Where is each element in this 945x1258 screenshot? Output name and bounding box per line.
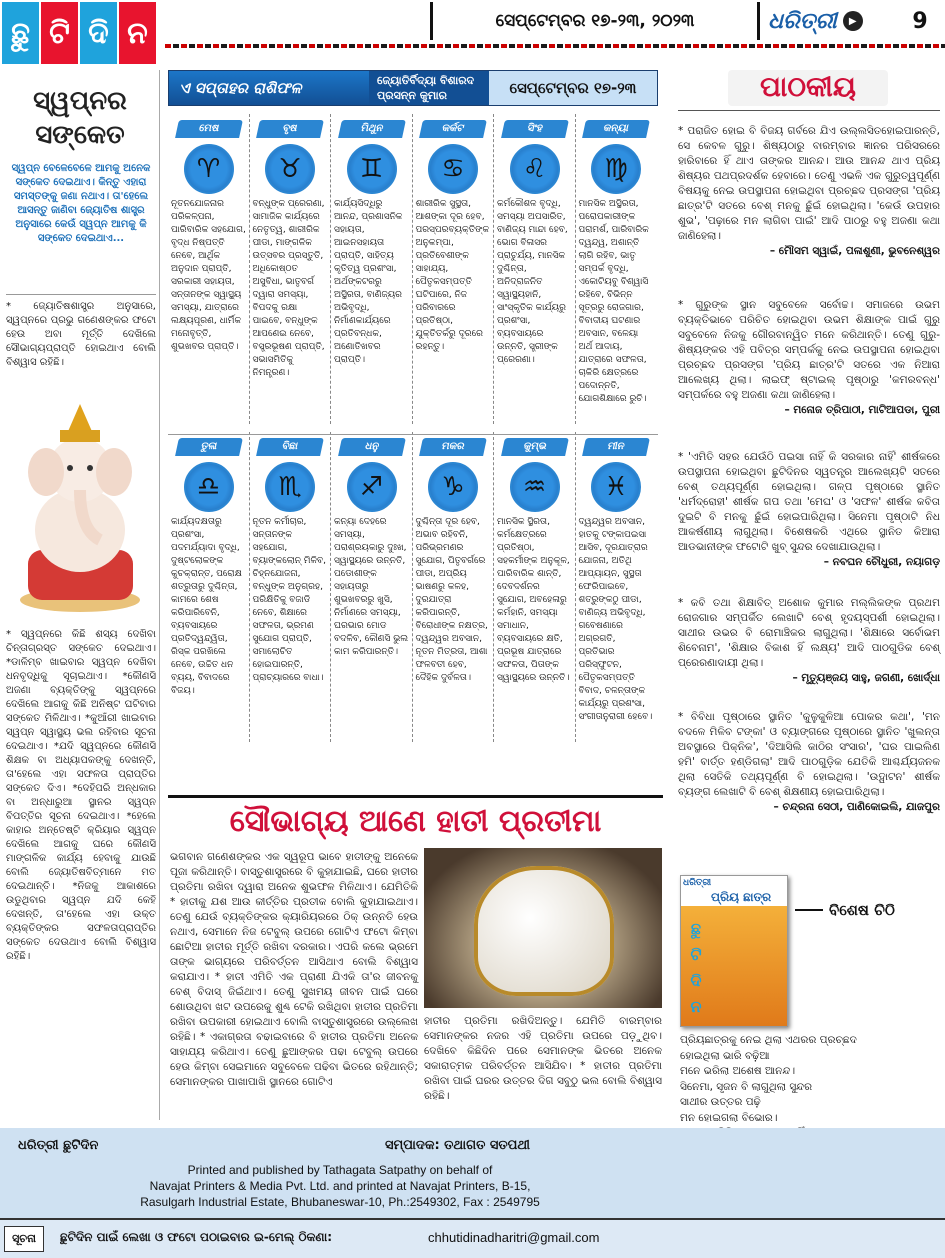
zodiac-forecast: କାର୍ଯ୍ୟଦକ୍ଷତାରୁ ପ୍ରଶଂସା, ପଦମର୍ଯ୍ୟାଦା ବୃଦ୍ଧି, ଦୁଷ୍ଟଲୋକଙ୍କ କୁଚକ୍ରାନ୍ତ, ପରୋକ୍ଷ ଶତ୍ରୁତାରୁ ଦୁଶ୍ଚିନ୍ତା, କାମରେ ଶେଷ କରିପାରିବେନି, ବ୍ୟବସାୟରେ ପ୍ରତିଦ୍ୱନ୍ଦ୍ୱିତା, ରିସ୍କ ପରଖିଲେ ନେବେ, ଉଚ୍ଚିତ ଧନ ବ୍ୟୟ, ବିବାଦରେ ବିଜୟ। xyxy=(171,517,242,696)
rashifal-header xyxy=(168,70,658,117)
header-stripe xyxy=(165,44,945,48)
masthead-letter: ଦି xyxy=(80,2,117,64)
poem-line: ହୋଇଥିଲା ଭାରି ବଢ଼ିଆ xyxy=(680,1049,770,1062)
zodiac-name: ମେଷ xyxy=(175,120,243,138)
zodiac-name: ବୃଷ xyxy=(256,120,324,138)
letter-author: – ନବଘନ ଚୌଧୁରୀ, ନୟାଗଡ଼ xyxy=(823,556,940,568)
zodiac-12 xyxy=(576,438,657,724)
magazine-brand: ଧରିତ୍ରୀ xyxy=(683,878,712,888)
article-body-right: ହାତୀର ପ୍ରତିମା ରଖିଦିଅନ୍ତୁ। ଯେମିତି ବାରମ୍ବାର ସେମାନଙ୍କର ନଜର ଏହି ପ୍ରତିମା ଉପରେ ପଡ଼ୁଥିବ। ଦେଖିବେ କିଛିଦିନ ପରେ ସେମାନଙ୍କ ଭିତରେ ଅନେକ ସକାରାତ୍ମକ ପରିବର୍ତ୍ତନ ଆସିଯିବ। * ହାତୀର ପ୍ରତିମା ରଖିବା ପାଇଁ ଘରର ଉତ୍ତର ଦିଗ ସବୁଠୁ ଭଲ ବୋଲି ବିଶ୍ୱାସ ରହିଛି। xyxy=(424,1015,662,1102)
imprint-line: Printed and published by Tathagata Satpathy on behalf of xyxy=(187,1163,493,1177)
brand-logo xyxy=(768,2,878,40)
letter-text: * 'ଏମିତି ସହର ଯେଉଁଠି ପଇସା ନାହିଁ କି ସରକାର ନାହିଁ' ଶୀର୍ଷକରେ ଉପସ୍ଥାପନା ହୋଇଥିବା ଛୁଟିଦିନର ସ୍ୱତନ୍ତ୍ର ଆଲେଖ୍ୟଟି ସତରେ ବେଶ୍ ତଥ୍ୟପୂର୍ଣ୍ଣ ହୋଇଥିଲା। ଗଳ୍ପ ପୃଷ୍ଠାରେ ସ୍ଥାନିତ 'ଧର୍ମଦ୍ରୋହୀ' ଶୀର୍ଷକ ଗପ ତଥା 'ମେଘ' ଓ 'ସଫଳ' ଶୀର୍ଷକ କବିତା ଦୁଇଟି ବି ମନକୁ ଛୁଁଇଁ ହୋଇପାରିଥିଲା। ସିନେମା ପୃଷ୍ଠାଟି ନିଧ ଆକର୍ଷଣୀୟ ଲାଗୁଥିଲା। ବିଶେଷକରି ଏଥିରେ ସ୍ଥାନିତ କିଆରା ଆଡଭାନୀଙ୍କ ଫଟୋଟି ଖୁବ୍ ସୁନ୍ଦର ଦେଖାଯାଉଥିଲା। xyxy=(678,451,940,553)
divider xyxy=(575,114,576,424)
divider xyxy=(493,432,494,742)
zodiac-forecast: ଦ୍ୱନ୍ଦ୍ୱର ଅବସାନ, ହାତକୁ ଟଙ୍କାପଇସା ଆସିବ, ଦୂରଯାତ୍ରାର ଯୋଜନା, ଅତିଥି ଆପ୍ୟାୟନ, ସୁସ୍ଥତା ଫେରିପାଇବେ, ଶତ୍ରୁଙ୍କଠୁ ପୀଡା, ବାଣିଜ୍ୟ ଅଭିବୃଦ୍ଧି, ଗବେଷଣାରେ ଅଗ୍ରଗତି, ପ୍ରତିଭାର ପରିସ୍ଫୁଟନ, ପୈତୃକସମ୍ପତ୍ତି ବିବାଦ, ଚଳନ୍ତାଙ୍କ କାର୍ଯ୍ୟରୁ ପ୍ରଶଂସା, ସଂଗୀତାନୁରାଗୀ ହେବେ। xyxy=(578,517,653,722)
poem-line: ମନେ ଭରିଲା ଅଶେଷ ଆନନ୍ଦ। xyxy=(680,1065,796,1077)
letter-author: – ମୃତ୍ୟୁଞ୍ଜୟ ସାହୁ, ଜଗଣୀ, ଖୋର୍ଦ୍ଧା xyxy=(792,672,940,684)
letter-text: * କବି ତଥା ଶିକ୍ଷାବିତ୍ ଅଶୋକ କୁମାର ମଲ୍ଲିକଙ୍କ ପ୍ରଥମ ରୋଜଗାର ସମ୍ପର୍କିତ ଲେଖାଟି ବେଶ୍ ହୃଦୟସ୍ପର୍ଶୀ ହୋଇଥିଲା। ସାଥୀର ଉଭର ବି ରୋମାଞ୍ଚିକର ଲାଗୁଥିଲା। 'ଶିକ୍ଷାରେ ସର୍ବୋଭମ ଶିବେନାମ', 'ଶିକ୍ଷାର ବିକାଶ ହିଁ ଲକ୍ଷ୍ୟ' ଆଦି ପାଠଗୁଡିକ ବେଶ୍ ପ୍ରେରଣାଦାୟୀ ଥିଲା। xyxy=(678,597,940,669)
zodiac-forecast: ନୂତନଯୋଜନାର ପରିକଳ୍ପନା, ପାରିବାରିକ ସହଯୋଗ, ବୃଦ୍ଧ ନିଷ୍ପତ୍ତି ନେବେ, ଆର୍ଥିକ ଅନୁଦାନ ପ୍ରାପ୍ତି, ସରକାରୀ ସହାୟତା, ସନ୍ତାନଙ୍କ ସ୍ୱାସ୍ଥ୍ୟ ସମସ୍ୟା, ଯାତ୍ରାରେ ଲକ୍ଷ୍ୟପୂରଣ, ଧାର୍ମିକ ମନୋବୃତ୍ତି, ଶୁଭଖବର ପ୍ରାପ୍ତି। xyxy=(171,199,246,352)
letter-text: * ଗୁରୁଙ୍କ ସ୍ଥାନ ସବୁବେଳେ ସର୍ବୋଚ୍ଚ। ସମାଜରେ ଉଭମ ବ୍ୟକ୍ତିଭାବେ ପରିଚିତ ହୋଇଥିବା ଉଭମ ଶିକ୍ଷାଙ୍କ ପାଇଁ ଗୁରୁ ସବୁବେଳେ ନିଜକୁ ଗୌରବାନ୍ୱିତ ମନେ କରିଥାନ୍ତି। ତେଣୁ ଗୁରୁ-ଶିଷ୍ୟଙ୍କର ଏହି ପବିତ୍ର ସମ୍ପର୍କକୁ ନେଇ ଉପସ୍ଥାପନା ହୋଇଥିବା ପ୍ରଚ୍ଛଦ ପ୍ରସଙ୍ଗ 'ପ୍ରିୟ ଛାତ୍ର'ଟି ସତରେ ଏକ ନିଆରା ଆଲେଖ୍ୟ ଥିଲା। ଲାଇଫ୍ ଷ୍ଟାଇଲ୍ ପୃଷ୍ଠାରୁ 'କମରବନ୍ଧ' ସମ୍ପର୍କରେ ବହୁ ଅଜଣା କଥା ଜାଣିହେଲା। xyxy=(678,299,940,401)
masthead-letter: ଛୁ xyxy=(2,2,39,64)
poem-line: ପ୍ରିୟଛାତ୍ରକୁ ନେଇ ଥିଲା ଏଥରର ପ୍ରଚ୍ଛଦ xyxy=(680,1034,857,1046)
letter-author: – ଚନ୍ଦ୍ରନା ସେଠୀ, ପାଣିକୋଇଲି, ଯାଜପୁର xyxy=(773,801,940,813)
rashifal-section xyxy=(168,70,658,770)
reader-letter xyxy=(678,124,940,259)
zodiac-5 xyxy=(494,120,575,367)
dream-column xyxy=(0,70,160,1120)
zodiac-icon: ♋ xyxy=(428,144,478,194)
zodiac-icon: ♍ xyxy=(591,144,641,194)
zodiac-7 xyxy=(168,438,249,698)
zodiac-name: ସିଂହ xyxy=(501,120,569,138)
notice-text: ଛୁଟିଦିନ ପାଇଁ ଲେଖା ଓ ଫଟୋ ପଠାଇବାର ଇ-ମେଲ୍ ଠିକଣା: xyxy=(60,1230,332,1244)
zodiac-10 xyxy=(413,438,494,685)
divider xyxy=(678,110,940,111)
zodiac-name: କର୍କଟ xyxy=(419,120,487,138)
zodiac-forecast: କାର୍ଯ୍ୟସିଦ୍ଧିରୁ ଆନନ୍ଦ, ପ୍ରଶାସନିକ ସହାୟତା, ଆଇନସହାୟତା ପ୍ରାପ୍ତି, ସାହିତ୍ୟ କୃତିତ୍ୱ ପ୍ରଶଂସା, ଅର୍ଥଙ୍କଟରରୁ ଅସ୍ଥିରତା, ବାଣିଜ୍ୟର ଅଭିବୃଦ୍ଧି, ନିର୍ମାଣକାର୍ଯ୍ୟରେ ପ୍ରତିବନ୍ଧକ, ଅଣୋତିଖବର ପ୍ରାପ୍ତି। xyxy=(334,199,403,365)
zodiac-icon: ♎ xyxy=(184,462,234,512)
poem-line: ସାଥୀର ଉତ୍ତର ପଢ଼ି xyxy=(680,1096,761,1108)
divider xyxy=(412,432,413,742)
letter-text: * ପରାଜିତ ହୋଇ ବି ବିଜୟ ଗର୍ବରେ ଯିଏ ଉଲ୍ଲସିତହୋଇପାରନ୍ତି, ସେ କେବଳ ଗୁରୁ। ଶିଷ୍ୟଠାରୁ ବାରମ୍ବାର ଜ୍ଞାନର ପରିସରରେ ହାରିବାରେ ହିଁ ଥାଏ ତାଙ୍କର ଆନନ୍ଦ। ଆଉ ଆନନ୍ଦ ଥାଏ ପ୍ରିୟ ଶିଷ୍ୟର ପଥପ୍ରଦର୍ଶକ ହେବାରେ। ତେଣୁ ଏଭଳି ଏକ ଗୁରୁତ୍ୱପୂର୍ଣ୍ଣ ବିଷୟକୁ ନେଇ ଉପସ୍ଥାପନା ହୋଇଥିବା ପ୍ରଚ୍ଛଦ ପ୍ରସଙ୍ଗ 'ପ୍ରିୟ ଛାତ୍ର'ଟି ସତରେ ବେଶ୍ ମନକୁ ଛୁଁଇଁ ହୋଇଥିଲା। 'କେଉଁ ଉପହାର ଶୁଭ', 'ପଢ଼ାରେ ମନ ଲାଗିବା ପାଇଁ' ଆଦି ପାଠରୁ ବହୁ ଅଜଣା କଥା ଜାଣିହେଲା। xyxy=(678,125,940,242)
zodiac-1 xyxy=(168,120,249,354)
magazine-masthead xyxy=(685,916,707,1020)
zodiac-forecast: ମାନସିକ ଅସ୍ଥିରତା, ପରୋପକାରୀଙ୍କ ପରାମର୍ଶ, ପାରିବାରିକ ଦ୍ୱନ୍ଦ୍ୱ, ଅଶାନ୍ତି ଲାଗି ରହିବ, ଭାତୃ ସମ୍ପର୍କ ବୃଦ୍ଧି, ଏକୋଟିୟବୁ ବିଶ୍ୱାସି ରହିବେ, ବିଭିନ୍ନ ସୂତ୍ରରୁ ରୋଜଗାର, ବିବାଦୀୟ ଘଟଣାର ଅବସାନ, ବଳେୟା ଅର୍ଥ ଆଦାୟ, ଯାତ୍ରାରେ ସଫଳତା, ଚାକିରି କ୍ଷେତ୍ରରେ ପଦୋନ୍ନତି, ଯୋଗଶିକ୍ଷାରେ ରୁଚି। xyxy=(578,199,649,404)
pathakiya-title: ପାଠକୀୟ xyxy=(728,70,888,106)
divider xyxy=(330,114,331,424)
rashifal-title: ଏ ସପ୍ତାହର ରାଶିଫଳ xyxy=(169,71,369,105)
zodiac-icon: ♌ xyxy=(510,144,560,194)
letter-text: * ବିବିଧା ପୃଷ୍ଠାରେ ସ୍ଥାନିତ 'କୁଳୁକୁଳିଆ ପୋକର କଥା', 'ମନ ବଦଳେ ମିଳିବ ଟଙ୍କା' ଓ ବ୍ୟାଙ୍ଗରେ ପୃଷ୍ଠାରେ ସ୍ଥାନିତ 'ଖୁଲନ୍ତା ଅବସ୍ଥାରେ ପିକ୍ନିକ', 'ଦିଆସିଲି କାଠିର ସଂସାର', 'ଘର ପାଇଲିଣ ହମି' ବାର୍ତ୍ତ ହଣ୍ଡିଗଲା' ଆଦି ପାଠଗୁଡ଼ିକ ଯେତିକି ଆଶ୍ଚର୍ଯ୍ୟଜନକ ଥିଲା ସେତିକି ତଥ୍ୟପୂର୍ଣ୍ଣ ବି ହୋଇଥିଲା। 'ଉଦ୍ଘାଟନ' ଶୀର୍ଷକ ବ୍ୟଙ୍ଗ ଲେଖାଟି ବି ବେଶ୍ ଶିକ୍ଷଣୀୟ ହୋଇପାରିଥିଲା। xyxy=(678,711,940,798)
divider xyxy=(168,434,658,435)
astrologer-name: ଜ୍ୟୋତିର୍ବିଦ୍ୟା ବିଶାରଦ ପ୍ରସନ୍ନ କୁମାର ମହାପାତ୍ର xyxy=(369,71,489,105)
dream-title: ସ୍ୱପ୍ନର ସଙ୍କେତ xyxy=(33,86,127,150)
divider xyxy=(575,432,576,742)
footer-imprint xyxy=(0,1162,680,1210)
reader-letter xyxy=(678,710,940,815)
imprint-line: Navajat Printers & Media Pvt. Ltd. and printed at Navajat Printers, B-15, xyxy=(149,1179,531,1193)
zodiac-11 xyxy=(494,438,575,685)
divider xyxy=(412,114,413,424)
divider xyxy=(493,114,494,424)
rashifal-date: ସେପ୍ଟେମ୍ବର ୧୭-୨୩ xyxy=(489,71,657,105)
divider xyxy=(249,432,250,742)
zodiac-forecast: କନ୍ୟା ଦେହରେ ସମସ୍ୟା, ପରାଶ୍ରୟକାରୁ ଦୁଃଖ, ସ୍ୱାସ୍ଥ୍ୟରେ ଉନ୍ନତି, ପଡୋଶୀଙ୍କ ସହାୟତାରୁ ଶୁଭଖବରରୁ ଖୁସି, ନିର୍ମାଣରେ ସମସ୍ୟା, ଘରଭାର ମୋଡ ବଦଳିବ, କୌଣସି ଭୁଲ କାମ କରିପାରନ୍ତି। xyxy=(334,517,409,657)
zodiac-icon: ♉ xyxy=(265,144,315,194)
zodiac-forecast: ଦୁଶ୍ଚିନ୍ତା ଦୂର ହେବ, ଅଭାବ ରହିବନି, ପରିଭ୍ରମଣର ସୁଯୋଗ, ପିତୃବର୍ଗରେ ପୀଡା, ଅପ୍ରିୟ ଭାଷଣରୁ କଳହ, ଦୁରଯାତ୍ରା କରିପାରନ୍ତି, ବିରୋଧୀଙ୍କ ନକ୍ଷତ୍ର, ଦ୍ୱନ୍ଦ୍ୱର ଅବସାନ, ନୂତନ ମିତ୍ରତା, ଆଶା ଫଳବତୀ ହେବ, ଦୈହିକ ଦୁର୍ବଳତା। xyxy=(415,517,488,683)
zodiac-name: କନ୍ୟା xyxy=(582,120,650,138)
zodiac-9 xyxy=(331,438,412,659)
zodiac-name: ମୀନ xyxy=(582,438,650,456)
zodiac-forecast: କର୍ମକୌଶଳ ବୃଦ୍ଧି, ସମସ୍ୟା ଅପସାରିତ, ବାଣିଜ୍ୟ ମାନ୍ଦା ହେବ, ଭୋଗ ବିଳାସର ପ୍ରାଚୁର୍ଯ୍ୟ, ମାନସିକ ଦୁଶ୍ଚିନ୍ତା, ଅନିଦ୍ରାଜନିତ ସ୍ୱାସ୍ଥ୍ୟହାନି, ସାଂସ୍କୃତିକ କାର୍ଯ୍ୟରୁ ପ୍ରଶଂସା, ବ୍ୟବସାୟରେ ଉନ୍ନତି, ସ୍ତ୍ରୀଙ୍କ ପ୍ରେରଣା। xyxy=(497,199,568,365)
zodiac-icon: ♐ xyxy=(347,462,397,512)
dream-list: * ସ୍ୱପ୍ନରେ କିଛି ଶସ୍ୟ ଦେଖିବା ଚିନ୍ତାଗ୍ରସ୍ତ ସଙ୍କେତ ଦେଇଥାଏ। *ଡାଳିମ୍ବ ଖାଇବାର ସ୍ୱପ୍ନ ଦେଖିବା ଧନବୃଦ୍ଧିକୁ ସୂଚାଇଥାଏ। *କୌଣସି ଅଜଣା ବ୍ୟକ୍ତିଙ୍କୁ ସ୍ୱପ୍ନରେ ଦେଖିଲେ ଆଗକୁ କିଛି ଅନିଷ୍ଟ ଘଟିବାର ସଙ୍କେତ ମିଳିଥାଏ। *କୁଆଁରୀ ଖାଇବାର ସ୍ୱପ୍ନ ସ୍ୱାସ୍ଥ୍ୟ ଭଲ ରହିବାର ସୂଚନା ଦେଇଥାଏ। *ଯଦି ସ୍ୱପ୍ନରେ କୌଣସି ଶିକ୍ଷକ ବା ଅଧ୍ୟାପକଙ୍କୁ ଦେଖନ୍ତି, ତା'ହେଲେ ଏହା ସଫଳତା ପ୍ରାପ୍ତିର ସଙ୍କେତ ଦିଏ। *ଦେହିପରି ଅନ୍ଧକାର ବା ଅନ୍ଧାରୁଆ ସ୍ଥାନର ସ୍ୱପ୍ନ ବିପତ୍ତିର ସୂଚନା ଦେଇଥାଏ। *ହେଲେ କାହାର ଅନ୍ତେଷ୍ଟି କ୍ରିୟାର ସ୍ୱପ୍ନ ଦେଖିଲେ ଆଗକୁ ଘରେ କୌଣସି ମାଙ୍ଗଳିକ କାର୍ଯ୍ୟ ହେବାକୁ ଯାଉଛି ବୋଲି ଜ୍ୟୋତିଷବିତ୍ମାନେ ମତ ଦେଇଥାନ୍ତି। *ନିଜକୁ ଆକାଶରେ ଉଡୁଥିବାର ସ୍ୱପ୍ନ ଯଦି କେହି ଦେଖନ୍ତି, ତା'ହେଲେ ଏହା ଉକ୍ତ ବ୍ୟକ୍ତିଙ୍କର ସଫଳତାପ୍ରାପ୍ତିର ସଙ୍କେତ ଦେଉଥାଏ ବୋଲି ବିଶ୍ୱାସ ରହିଛି। xyxy=(6,629,156,962)
poem-line: ସିନେମା, ସୃଜନ ବି ଲାଗୁଥିଲା ସୁନ୍ଦର xyxy=(680,1080,813,1093)
zodiac-forecast: ନୂତନ କର୍ମୀଚାର, ସନ୍ତାନଙ୍କ ସହଯୋଗ, ବ୍ୟାଙ୍କଲୋନ୍ ମିଳିବ, ଚିହ୍ନଯୋଜନା, ବନ୍ଧୁଙ୍କ ଅନୁଗ୍ରହ, ପରିକ୍ଷିତିକୁ ବଜାଡି ନେବେ, ଶିକ୍ଷାରେ ସଫଳତା, ଭ୍ରମଣ ସୁଯୋଗ ପ୍ରାପ୍ତି, ସମାଲୋଚିତ ହୋଇପାରନ୍ତି, ପ୍ରାଚ୍ୟାରରେ ବାଧା। xyxy=(252,517,327,683)
magazine-letter: ଟି xyxy=(690,945,702,964)
issue-date: ସେପ୍ଟେମ୍ବର ୧୭-୨୩, ୨୦୨୩ xyxy=(430,2,760,40)
zodiac-name: ବିଛା xyxy=(256,438,324,456)
magazine-cover-title: ପ୍ରିୟ ଛାତ୍ର xyxy=(711,890,772,904)
zodiac-3 xyxy=(331,120,412,367)
poem-line: ମନ ହୋଇଗଲା ବିଭୋର। xyxy=(680,1111,778,1124)
zodiac-icon: ♏ xyxy=(265,462,315,512)
zodiac-8 xyxy=(250,438,331,685)
magazine-letter: ଛୁ xyxy=(690,919,702,938)
magazine-cover xyxy=(680,875,788,1027)
zodiac-4 xyxy=(413,120,494,354)
reader-letter xyxy=(678,450,940,570)
dream-paragraph: * ଜ୍ୟୋତିଷଶାସ୍ତ୍ର ଅନୁସାରେ, ସ୍ୱପ୍ନରେ ପ୍ରଭୁ ଗଣେଶଙ୍କର ଫଟୋ ହେଉ ଅବା ମୂର୍ତ୍ତି ଦେଖିଲେ ସୌଭାଗ୍ୟପ୍ରାପ୍ତି ହୋଇଥାଏ ବୋଲି ବିଶ୍ୱାସ ରହିଛି। xyxy=(6,301,156,368)
letter-author: – ମନୋଜ ତ୍ରିପାଠୀ, ମାଟିଆପଡା, ପୁରୀ xyxy=(784,404,940,416)
special-letter-heading: ବିଶେଷ ଚିଠି xyxy=(829,901,895,919)
zodiac-forecast: ଶାରୀରିକ ସୁସ୍ଥତା, ଆଶଙ୍କା ଦୂର ହେବ, ପରସ୍ପରବ୍ୟକ୍ତିଙ୍କ ଅନୁକମ୍ପା, ପ୍ରତିବେଶୀଙ୍କ ସାହାଯ୍ୟ, ପୈତୃକସମ୍ପତ୍ତି ଘଟିପାରେ, ନିଜ ପରିବାରରେ ପ୍ରତିଷ୍ଠା, ଯୁକ୍ତିତର୍କରୁ ଦୂରରେ ରହନ୍ତୁ। xyxy=(415,199,490,352)
zodiac-6 xyxy=(576,120,657,406)
article-body-left: ଭଗବାନ ଗଣେଶଙ୍କର ଏକ ସ୍ୱରୂପ ଭାବେ ହାତୀଙ୍କୁ ଅନେକେ ପୂଜା କରିଥାନ୍ତି। ବାସ୍ତୁଶାସ୍ତ୍ରରେ ବି କୁହାଯାଇଛି, ଘରେ ହାତୀର ପ୍ରତିମା ରଖିବା ଦ୍ୱାରା ଅନେକ ଶୁଭଫଳ ମିଳିଥାଏ। ଯେମିତିକି * ହାତୀକୁ ଯଶ ଆଉ କୀର୍ତ୍ତିର ପ୍ରତୀକ ବୋଲି କୁହାଯାଇଥାଏ। ତେଣୁ ଯେଉଁ ବ୍ୟକ୍ତିଙ୍କର କ୍ୟାରିୟରରେ ଠିକ୍ ଉନ୍ନତି ହେଉ ନଥାଏ, ସେମାନେ ନିଜ ଟେବୁଲ୍ ଉପରେ ଗୋଟିଏ ଫଟୋ କିମ୍ବା ଛୋଟିଆ ହାତୀର ମୂର୍ତ୍ତି ରଖିବା ଦରକାର। ଏପରି କଲେ ଭ୍ରମେ ତାଙ୍କ ଭାଗ୍ୟରେ ପରିବର୍ତ୍ତନ ଆସିଥାଏ ବୋଲି ବିଶ୍ୱାସ କରାଯାଏ। * ହାତୀ ଏମିତି ଏକ ପ୍ରାଣୀ ଯିଏକି ତା'ର ଜୀବନକୁ ବେଶ୍ ବିଦାସ୍ ଜିଇଁଥାଏ। ତେଣୁ ସୁଖମୟ ଜୀବନ ପାଇଁ ଘରେ ଶୋଉଥିବା ଖଟ ଉପରେକୁ ଶୁଣ୍ଢ ଟେକି ରଖିଥିବା ହାତୀର ପ୍ରତିମା ରଖିବା ଉପକାରୀ ହୋଇଥାଏ ବୋଲି ବାସ୍ତୁଶାସ୍ତ୍ରରେ ଉଲ୍ଲେଖ ରହିଛି। * ଏକାଗ୍ରତା ବଢାଇବାରେ ବି ହାତୀର ପ୍ରତିମା ଅନେକ ସାହାଯ୍ୟ କରିଥାଏ। ତେଣୁ ଛୁଆଙ୍କର ପଢା ଟେବୁଲ୍ ଉପରେ ହେଉ କିମ୍ବା ସେଇମାନେ ସବୁବେଳେ ପଢିବା ଭିତରେ ରହିଥାନ୍ତି; ସେମାନଙ୍କର ପାଖାପାଖି ସ୍ଥାନରେ ଗୋଟିଏ xyxy=(170,851,418,1088)
special-letter-title xyxy=(795,895,915,925)
zodiac-icon: ♑ xyxy=(428,462,478,512)
zodiac-2 xyxy=(250,120,331,380)
zodiac-icon: ♈ xyxy=(184,144,234,194)
letter-author: – ମୌସମ ସ୍ୱାଇଁ, ପଳାଶୁଣୀ, ଭୁବନେଶ୍ୱର xyxy=(769,245,940,257)
zodiac-forecast: ମାନସିକ ସ୍ଥିରତା, କର୍ମକ୍ଷେତ୍ରରେ ପ୍ରତିଷ୍ଠା, ସହକର୍ମୀଙ୍କ ଅନୁକୂଳ, ପାରିବାରିକ ଶାନ୍ତି, ଦେବଦର୍ଶନର ସୁଯୋଗ, ଅବହେଳାରୁ କର୍ମହାନି, ସମସ୍ୟା ସମାଧାନ, ବ୍ୟବସାୟରେ କ୍ଷତି, ପ୍ରଭୂଷ ଯାତ୍ରାରେ ସଫଳତା, ପିତାଙ୍କ ସ୍ୱାସ୍ଥ୍ୟରେ ଉନ୍ନତି। xyxy=(497,517,570,683)
zodiac-name: ମିଥୁନ xyxy=(338,120,406,138)
masthead xyxy=(0,0,160,66)
imprint-line: Rasulgarh Industrial Estate, Bhubaneswar-10, Ph.:2549302, Fax : 2549795 xyxy=(140,1195,540,1209)
reader-letter xyxy=(678,596,940,686)
brand-name: ଧରିତ୍ରୀ xyxy=(768,8,837,34)
dream-intro: ସ୍ୱପ୍ନ ବେଳେବେଳେ ଆମକୁ ଅନେକ ସଙ୍କେତ ଦେଇଥାଏ। କିନ୍ତୁ ଏହାରା ସମସ୍ତଙ୍କୁ ଜଣା ନଥାଏ। ତା'ହେଲେ ଆସନ୍ତୁ ଜାଣିବା ଜ୍ୟୋତିଷ ଶାସ୍ତ୍ର ଅନୁସାରେ କେଉଁ ସ୍ୱପ୍ନ ଆମକୁ କି ସଙ୍କେତ ଦେଇଥାଏ... xyxy=(11,163,151,244)
masthead-letter: ଟି xyxy=(41,2,78,64)
footer xyxy=(0,1128,945,1218)
divider xyxy=(249,114,250,424)
footer-editor: ସମ୍ପାଦକ: ତଥାଗତ ସତପଥୀ xyxy=(385,1138,530,1153)
reader-letter xyxy=(678,298,940,418)
divider xyxy=(6,294,156,295)
notice-email[interactable]: chhutidinadharitri@gmail.com xyxy=(428,1230,600,1245)
page-number: 9 xyxy=(912,8,928,34)
zodiac-name: କୁମ୍ଭ xyxy=(501,438,569,456)
notice-label: ସୂଚନା xyxy=(4,1226,44,1252)
divider xyxy=(330,432,331,742)
play-icon: ▶ xyxy=(843,11,863,31)
magazine-letter: ନ xyxy=(690,997,702,1016)
masthead-letter: ନ xyxy=(119,2,156,64)
divider xyxy=(795,909,823,911)
zodiac-icon: ♊ xyxy=(347,144,397,194)
footer-notice xyxy=(0,1218,945,1258)
footer-brand: ଧରିତ୍ରୀ ଛୁଟିଦିନ xyxy=(18,1138,99,1153)
ganesha-image xyxy=(8,400,153,615)
pathakiya-column xyxy=(678,70,943,890)
magazine-letter: ଦି xyxy=(690,971,702,990)
zodiac-forecast: ବନ୍ଧୁଙ୍କ ପ୍ରେରଣା, ସାମାଜିକ କାର୍ଯ୍ୟରେ ନେତୃତ୍ୱ, ଶାରୀରିକ ପୀଡା, ମାଙ୍ଗଳିକ ଉତ୍ସବର ପ୍ରସ୍ତୁତି, ଅଧିକୋଷ୍ଠତ ଅସୁବିଧା, ଭାତୃବର୍ଗ ଦ୍ୱାରା ସମସ୍ୟା, ବିପଦକୁ ରକ୍ଷା ପାଇବେ, ବନ୍ଧୁଙ୍କ ଆପଣେଇ ନେବେ, ବସ୍ତ୍ରଭୂଷଣ ପ୍ରାପ୍ତି, ସଭାସମିତିକୁ ନିମନ୍ତ୍ରଣ। xyxy=(252,199,325,378)
zodiac-name: ଧନୁ xyxy=(338,438,406,456)
elephant-statue-image xyxy=(424,848,662,1008)
zodiac-icon: ♒ xyxy=(510,462,560,512)
article-title: ସୌଭାଗ୍ୟ ଆଣେ ହାତୀ ପ୍ରତୀମା xyxy=(168,795,663,845)
zodiac-name: ତୁଳା xyxy=(175,438,243,456)
zodiac-icon: ♓ xyxy=(591,462,641,512)
zodiac-name: ମକର xyxy=(419,438,487,456)
